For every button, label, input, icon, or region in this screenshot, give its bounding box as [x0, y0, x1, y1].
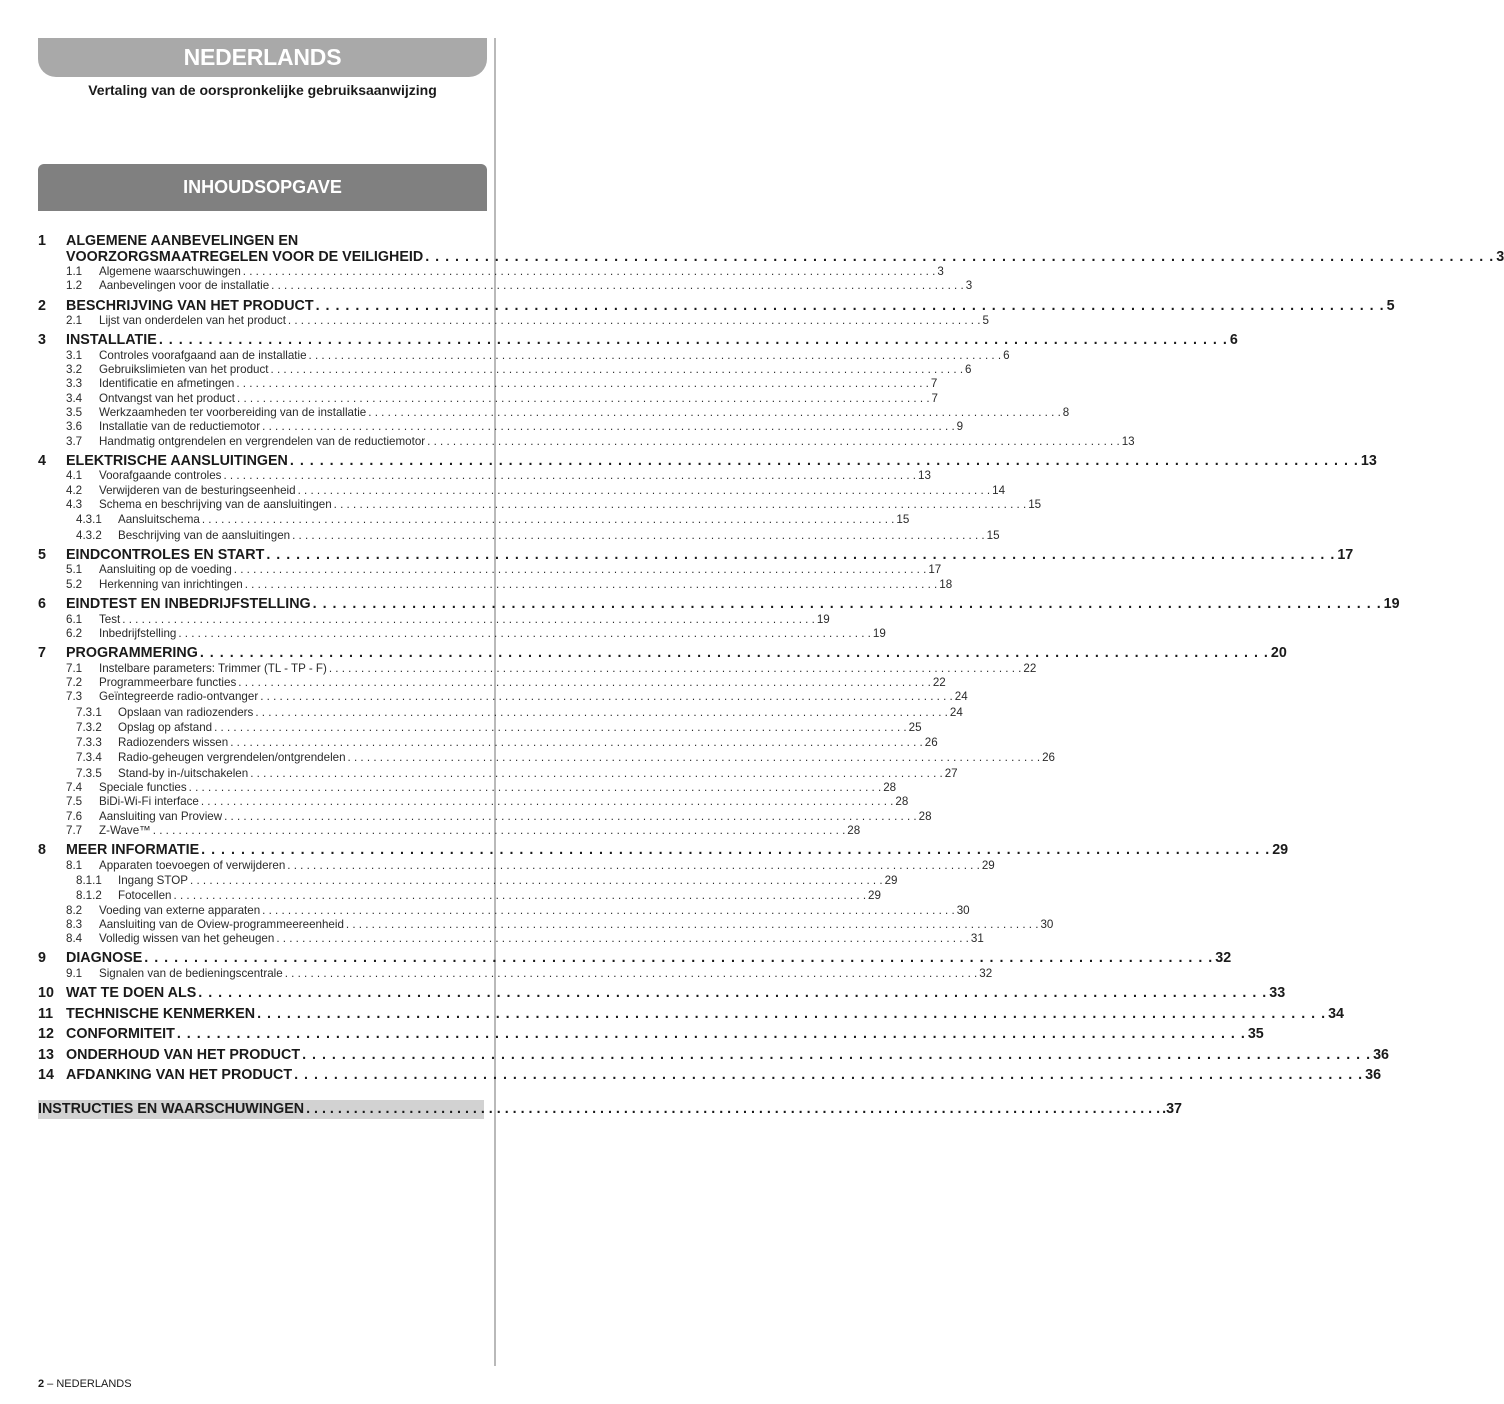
toc-sub-page: 31 [970, 932, 984, 946]
toc-sub-number: 4.3 [66, 498, 83, 512]
toc-sub-number: 5.2 [66, 577, 83, 591]
toc-sub-page: 29 [884, 874, 898, 887]
toc-subsection-entry[interactable] [38, 781, 897, 795]
toc-section-title-continued: VOORZORGSMAATREGELEN VOOR DE VEILIGHEID [66, 248, 424, 265]
toc-sub-number: 8.2 [66, 903, 83, 917]
toc-subsection-entry[interactable] [38, 469, 931, 483]
toc-sub-number: 3.4 [66, 391, 83, 405]
toc-sub-title: Werkzaamheden ter voorbereiding van de installatie [99, 406, 367, 420]
toc-section-number: 2 [38, 297, 46, 314]
toc-sub-number: 7.4 [66, 781, 83, 795]
toc-leader-dots [236, 377, 929, 391]
toc-section-number: 8 [38, 842, 46, 859]
toc-sub-page: 14 [992, 483, 1006, 497]
toc-sub-title: BiDi-Wi-Fi interface [99, 795, 199, 809]
toc-subsection-entry[interactable] [38, 809, 932, 824]
toc-section-title: MEER INFORMATIE [66, 842, 200, 859]
toc-section-page: 3 [1496, 248, 1504, 265]
toc-section-title: ONDERHOUD VAN HET PRODUCT [66, 1046, 301, 1063]
toc-sub-title: Controles voorafgaand aan de installatie [99, 348, 307, 362]
toc-section-page: 35 [1247, 1026, 1264, 1043]
toc-sub-page: 28 [847, 823, 861, 837]
toc-sub-page: 28 [883, 781, 897, 795]
toc-section-number: 1 [38, 233, 46, 249]
toc-sub-number: 7.3.1 [76, 705, 102, 719]
toc-section-entry[interactable] [38, 842, 1289, 859]
toc-leader-dots [266, 548, 1335, 564]
toc-section-title: PROGRAMMERING [66, 645, 198, 662]
toc-section-entry[interactable] [38, 546, 1354, 564]
toc-subsection-entry[interactable] [38, 348, 1010, 363]
toc-sub-number: 3.3 [66, 377, 83, 391]
toc-section-number: 9 [38, 950, 46, 967]
toc-sub-title: Beschrijving van de aansluitingen [118, 528, 291, 542]
toc-sub-title: Opslag op afstand [118, 720, 213, 734]
toc-subsubsection-entry[interactable] [38, 720, 922, 735]
toc-sub-page: 19 [872, 626, 886, 640]
toc-sub-title: Voorafgaande controles [99, 469, 222, 483]
toc-leader-dots [122, 613, 815, 627]
toc-leader-dots [298, 484, 991, 498]
page-footer [38, 1378, 132, 1390]
toc-sub-title: Aanbevelingen voor de installatie [99, 279, 270, 293]
toc-section-number: 3 [38, 332, 46, 349]
toc-sub-title: Instelbare parameters: Trimmer (TL - TP - F) [99, 661, 327, 675]
toc-sub-page: 6 [965, 363, 972, 377]
toc-sub-number: 7.3.2 [76, 720, 102, 734]
toc-section-title: DIAGNOSE [66, 950, 143, 967]
toc-section-number: 11 [38, 1005, 54, 1022]
toc-subsubsection-entry[interactable] [38, 528, 1000, 543]
toc-section-number: 12 [38, 1026, 54, 1043]
toc-subsection-entry[interactable] [38, 858, 995, 873]
toc-sub-page: 15 [1028, 498, 1042, 512]
toc-sub-title: Aansluitschema [118, 513, 200, 527]
toc-sub-page: 13 [1121, 434, 1135, 448]
toc-sub-title: Signalen van de bedieningscentrale [99, 966, 283, 980]
toc-subsection-entry[interactable] [38, 391, 938, 406]
toc-sub-title: Apparaten toevoegen of verwijderen [99, 858, 286, 872]
toc-section-entry[interactable] [38, 950, 1232, 967]
toc-section-title: INSTALLATIE [66, 332, 157, 349]
toc-sub-number: 2.1 [66, 314, 83, 328]
toc-subsection-entry[interactable] [38, 563, 942, 577]
toc-leader-dots [178, 627, 871, 641]
toc-sub-title: Radio-geheugen vergrendelen/ontgrendelen [118, 751, 346, 765]
toc-leader-dots [214, 720, 907, 735]
toc-sub-number: 7.3.4 [76, 751, 102, 765]
toc-sub-number: 7.6 [66, 809, 83, 823]
toc-sub-number: 3.1 [66, 348, 83, 362]
toc-section-title: ELEKTRISCHE AANSLUITINGEN [66, 452, 288, 469]
toc-sub-page: 25 [908, 720, 922, 734]
toc-section-entry[interactable] [38, 452, 1377, 470]
toc-sub-number: 6.1 [66, 612, 83, 626]
toc-sub-number: 4.2 [66, 483, 83, 497]
document-subtitle: Vertaling van de oorspronkelijke gebruiksaanwijzing [88, 82, 437, 98]
toc-leader-dots [177, 1027, 1246, 1043]
toc-leader-dots [262, 420, 955, 434]
toc-sub-number: 1.1 [66, 265, 83, 278]
toc-sub-page: 7 [930, 377, 938, 391]
toc-subsection-entry[interactable] [38, 932, 984, 946]
toc-sub-page: 19 [816, 612, 830, 626]
toc-leader-dots [425, 250, 1494, 266]
toc-sub-title: Aansluiting van de Oview-programmeereenheid [99, 917, 344, 931]
toc-leader-dots [250, 766, 943, 781]
toc-leader-dots [368, 406, 1061, 420]
toc-sub-page: 30 [1040, 917, 1054, 931]
toc-sub-number: 4.3.2 [76, 528, 102, 542]
toc-subsection-entry[interactable] [38, 377, 938, 391]
toc-sub-title: Ingang STOP [118, 874, 189, 887]
toc-sub-number: 8.1.1 [76, 874, 102, 887]
toc-sub-number: 7.7 [66, 823, 83, 837]
toc-leader-dots [200, 646, 1269, 662]
toc-section-page: 33 [1269, 985, 1286, 1002]
toc-leader-dots [189, 781, 882, 795]
toc-sub-title: Lijst van onderdelen van het product [99, 314, 286, 328]
toc-sub-page: 9 [956, 420, 964, 434]
toc-section-number: 13 [38, 1046, 54, 1063]
toc-sub-number: 9.1 [66, 966, 83, 980]
toc-sub-title: Gebruikslimieten van het product [99, 363, 269, 377]
toc-sub-number: 7.1 [66, 661, 83, 675]
toc-leader-dots [243, 265, 936, 279]
toc-subsection-entry[interactable] [38, 265, 944, 279]
toc-leader-dots [159, 333, 1228, 349]
toc-sub-title: Voeding van externe apparaten [99, 903, 261, 917]
toc-sub-number: 3.6 [66, 420, 83, 434]
toc-leader-dots [294, 1068, 1363, 1084]
toc-subsubsection-entry[interactable] [38, 735, 938, 750]
toc-section-number: 5 [38, 546, 46, 563]
toc-sub-page: 13 [918, 469, 931, 483]
toc-section-title: WAT TE DOEN ALS [66, 985, 197, 1002]
toc-section-title: AFDANKING VAN HET PRODUCT [66, 1067, 293, 1084]
page-number: 2 [38, 1378, 45, 1390]
toc-sub-title: Volledig wissen van het geheugen [99, 932, 275, 946]
toc-leader-dots [306, 1101, 1160, 1118]
toc-section-title-block [66, 234, 1504, 265]
toc-sub-number: 8.1.2 [76, 889, 102, 903]
toc-sub-number: 7.2 [66, 675, 83, 689]
toc-instructions-entry[interactable] [38, 1100, 1182, 1119]
toc-sub-number: 8.4 [66, 932, 83, 946]
toc-sub-number: 7.5 [66, 795, 83, 809]
toc-leader-dots [234, 563, 927, 577]
toc-sub-page: 28 [895, 795, 909, 809]
toc-sub-title: Schema en beschrijving van de aansluitingen [99, 498, 332, 512]
toc-subsection-entry[interactable] [38, 966, 993, 981]
toc-subsection-entry[interactable] [38, 406, 1070, 420]
toc-sub-title: Verwijderen van de besturingseenheid [99, 483, 296, 497]
toc-section-title: ALGEMENE AANBEVELINGEN EN [66, 233, 299, 249]
toc-leader-dots [288, 314, 981, 328]
toc-section-title: TECHNISCHE KENMERKEN [66, 1005, 256, 1022]
toc-leader-dots [313, 597, 1382, 613]
toc-subsubsection-entry[interactable] [38, 873, 898, 888]
toc-subsection-entry[interactable] [38, 498, 1042, 512]
toc-sub-number: 8.1 [66, 858, 83, 872]
toc-leader-dots [202, 512, 895, 527]
toc-subsection-entry[interactable] [38, 675, 946, 690]
toc-sub-page: 3 [937, 265, 944, 278]
toc-sub-page: 29 [981, 858, 995, 872]
toc-sub-title: Installatie van de reductiemotor [99, 420, 261, 434]
toc-leader-dots [190, 873, 883, 888]
toc-sub-page: 15 [986, 528, 1000, 542]
toc-leader-dots [153, 824, 846, 838]
toc-sub-page: 28 [918, 809, 932, 823]
toc-sub-number: 6.2 [66, 626, 83, 640]
toc-sub-title: Stand-by in-/uitschakelen [118, 766, 249, 780]
toc-subsection-entry[interactable] [38, 279, 973, 293]
toc-sub-page: 8 [1062, 406, 1070, 420]
toc-section-entry[interactable] [38, 1026, 1264, 1043]
toc-section-entry[interactable] [38, 645, 1287, 662]
toc-sub-page: 29 [868, 889, 881, 903]
toc-subsection-entry[interactable] [38, 612, 830, 627]
toc-section-number: 7 [38, 645, 46, 662]
toc-subsubsection-entry[interactable] [38, 766, 958, 781]
toc-sub-number: 3.7 [66, 434, 83, 448]
toc-sub-page: 15 [896, 513, 910, 527]
toc-sub-title: Aansluiting van Proview [99, 809, 223, 823]
toc-leader-dots [198, 986, 1267, 1002]
toc-leader-dots [334, 498, 1027, 512]
toc-leader-dots [260, 690, 953, 704]
toc-sub-number: 3.2 [66, 363, 83, 377]
toc-subsubsection-entry[interactable] [38, 512, 910, 527]
toc-subsection-entry[interactable] [38, 363, 972, 377]
toc-sub-page: 24 [949, 705, 963, 719]
toc-leader-dots [290, 454, 1359, 470]
toc-sub-title: Aansluiting op de voeding [99, 563, 232, 577]
toc-section-number: 4 [38, 452, 46, 469]
toc-sub-page: 7 [931, 391, 938, 405]
toc-instructions-title: INSTRUCTIES EN WAARSCHUWINGEN [38, 1100, 305, 1117]
toc-leader-dots [174, 888, 867, 903]
toc-leader-dots [316, 299, 1385, 315]
toc-sub-title: Programmeerbare functies [99, 675, 237, 689]
toc-sub-number: 8.3 [66, 917, 83, 931]
toc-leader-dots [201, 795, 894, 809]
toc-sub-title: Speciale functies [99, 781, 187, 795]
toc-section-title-line2 [66, 250, 1504, 266]
toc-section-title: CONFORMITEIT [66, 1026, 175, 1043]
toc-sub-number: 3.5 [66, 406, 83, 420]
toc-leader-dots [237, 392, 930, 406]
toc-leader-dots [309, 349, 1002, 363]
toc-section-entry[interactable] [38, 1005, 1344, 1023]
toc-subsubsection-entry[interactable] [38, 705, 963, 720]
toc-section-number: 6 [38, 596, 46, 613]
toc-subsection-entry[interactable] [38, 434, 1135, 449]
toc-leader-dots [257, 1007, 1326, 1023]
toc-sub-page: 17 [928, 563, 942, 577]
toc-leader-dots [262, 904, 955, 918]
toc-section-page: 6 [1229, 332, 1238, 349]
table-of-contents [38, 233, 1504, 1119]
toc-section-entry[interactable] [38, 332, 1238, 349]
toc-subsubsection-entry[interactable] [38, 750, 1055, 765]
toc-sub-page: 6 [1003, 348, 1010, 362]
toc-subsection-entry[interactable] [38, 661, 1037, 676]
toc-section-page: 29 [1272, 842, 1289, 859]
toc-subsection-entry[interactable] [38, 626, 886, 641]
toc-sub-number: 7.3 [66, 690, 83, 704]
toc-leader-dots [144, 951, 1213, 967]
toc-sub-page: 5 [982, 314, 989, 328]
toc-subsection-entry[interactable] [38, 903, 970, 918]
toc-sub-number: 4.3.1 [76, 513, 102, 527]
toc-section-number: 14 [38, 1067, 54, 1084]
toc-subsection-entry[interactable] [38, 483, 1006, 498]
toc-sub-number: 7.3.3 [76, 736, 102, 750]
toc-sub-title: Test [99, 612, 121, 626]
toc-sub-page: 30 [956, 903, 970, 917]
toc-sub-number: 7.3.5 [76, 766, 102, 780]
toc-section-page: 19 [1383, 596, 1400, 613]
toc-instructions-page: .37 [1162, 1100, 1182, 1117]
toc-leader-dots [223, 469, 916, 483]
toc-sub-number: 5.1 [66, 563, 83, 577]
toc-sub-title: Fotocellen [118, 889, 172, 903]
toc-leader-dots [292, 528, 985, 543]
toc-subsection-entry[interactable] [38, 420, 964, 434]
toc-section-title: BESCHRIJVING VAN HET PRODUCT [66, 297, 314, 314]
toc-sub-number: 4.1 [66, 469, 83, 483]
toc-leader-dots [427, 435, 1120, 449]
toc-section-page: 36 [1373, 1046, 1389, 1063]
toc-subsection-entry[interactable] [38, 577, 953, 592]
toc-sub-title: Algemene waarschuwingen [99, 265, 241, 278]
toc-leader-dots [201, 843, 1270, 859]
toc-section-entry[interactable] [38, 233, 1504, 265]
toc-leader-dots [329, 662, 1022, 676]
toc-subsection-entry[interactable] [38, 795, 909, 809]
toc-title: INHOUDSOPGAVE [38, 164, 487, 211]
toc-section-page: 36 [1365, 1067, 1382, 1084]
toc-section-entry[interactable] [38, 1067, 1382, 1084]
toc-leader-dots [238, 676, 931, 690]
toc-sub-page: 3 [965, 279, 973, 293]
toc-leader-dots [230, 735, 923, 750]
toc-leader-dots [287, 859, 980, 873]
toc-section-page: 32 [1215, 950, 1232, 967]
toc-sub-page: 24 [954, 690, 968, 704]
toc-leader-dots [245, 578, 938, 592]
toc-sub-page: 26 [924, 736, 938, 750]
toc-leader-dots [276, 932, 969, 946]
toc-subsection-entry[interactable] [38, 823, 861, 838]
toc-section-entry[interactable] [38, 985, 1286, 1002]
toc-sub-title: Ontvangst van het product [99, 391, 235, 405]
toc-subsection-entry[interactable] [38, 917, 1054, 932]
toc-leader-dots [285, 967, 978, 981]
toc-section-page: 13 [1360, 452, 1377, 469]
toc-sub-title: Geïntegreerde radio-ontvanger [99, 690, 259, 704]
toc-subsection-entry[interactable] [38, 690, 968, 704]
toc-sub-page: 18 [939, 577, 953, 591]
toc-section-entry[interactable] [38, 596, 1400, 613]
toc-section-page: 5 [1386, 297, 1395, 314]
toc-sub-title: Radiozenders wissen [118, 736, 229, 750]
toc-leader-dots [346, 918, 1039, 932]
toc-sub-number: 1.2 [66, 279, 83, 293]
toc-section-page: 20 [1270, 645, 1287, 662]
toc-sub-title: Z-Wave™ [99, 823, 151, 837]
toc-sub-page: 27 [944, 766, 958, 780]
toc-section-entry[interactable] [38, 297, 1395, 315]
toc-sub-title: Opslaan van radiozenders [118, 705, 254, 719]
toc-sub-title: Identificatie en afmetingen [99, 377, 235, 391]
toc-subsection-entry[interactable] [38, 314, 989, 328]
toc-section-page: 34 [1328, 1005, 1344, 1022]
toc-sub-title: Herkenning van inrichtingen [99, 577, 243, 591]
toc-subsubsection-entry[interactable] [38, 888, 881, 903]
toc-leader-dots [271, 363, 964, 377]
toc-leader-dots [302, 1048, 1371, 1064]
toc-sub-page: 22 [932, 675, 946, 689]
toc-sub-page: 26 [1042, 751, 1055, 765]
toc-leader-dots [255, 705, 948, 720]
toc-sub-title: Inbedrijfstelling [99, 626, 177, 640]
toc-leader-dots [224, 810, 917, 824]
toc-leader-dots [348, 750, 1041, 765]
toc-section-page: 17 [1337, 546, 1354, 563]
toc-section-number: 10 [38, 985, 54, 1002]
toc-section-entry[interactable] [38, 1046, 1389, 1064]
toc-leader-dots [271, 279, 964, 293]
language-banner: NEDERLANDS [38, 38, 487, 77]
toc-section-title: EINDCONTROLES EN START [66, 546, 265, 563]
page-footer-label: – NEDERLANDS [44, 1378, 132, 1390]
toc-sub-page: 32 [979, 966, 993, 980]
toc-sub-page: 22 [1023, 661, 1037, 675]
toc-sub-title: Handmatig ontgrendelen en vergrendelen van de reductiemotor [99, 434, 426, 448]
toc-section-title: EINDTEST EN INBEDRIJFSTELLING [66, 596, 311, 613]
